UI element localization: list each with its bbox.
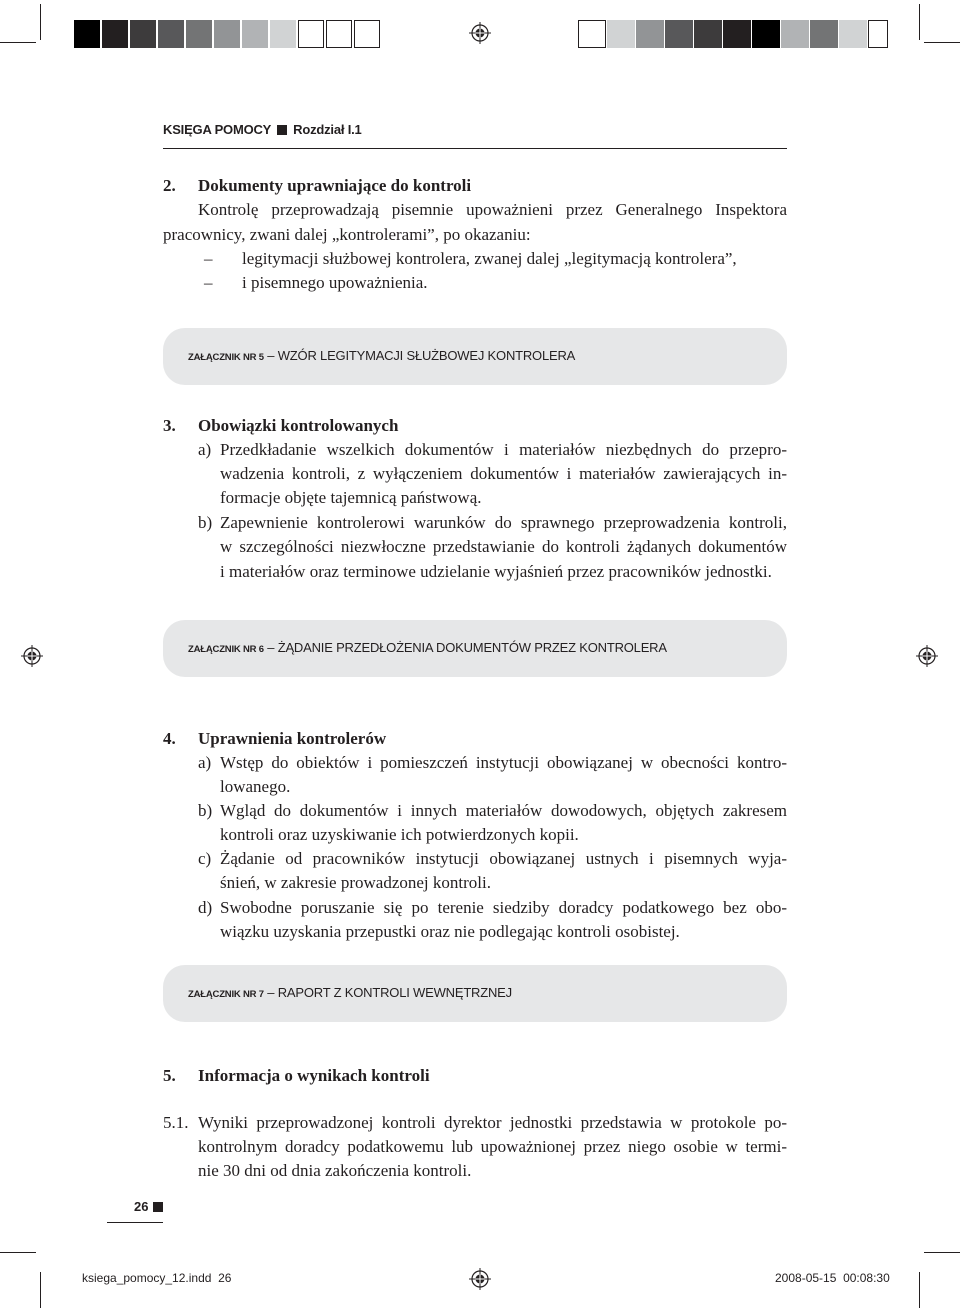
- square-bullet-icon: [153, 1202, 163, 1212]
- swatch: [578, 20, 606, 48]
- subsection-number: 5.1.: [163, 1113, 189, 1132]
- swatch: [665, 20, 693, 48]
- attachment-link[interactable]: [163, 965, 787, 1022]
- list-item: legitymacji służbowej kontrolera, zwanej dalej „legitymacją kontrolera”,: [242, 249, 737, 268]
- list-dash: –: [204, 249, 213, 268]
- slug-filename: ksiega_pomocy_12.indd: [82, 1271, 212, 1285]
- list-line: formacje objęte tajemnicą państwową.: [220, 488, 482, 507]
- section-number: 2.: [163, 176, 176, 195]
- swatch: [810, 20, 838, 48]
- swatch: [607, 20, 635, 48]
- crop-mark: [919, 4, 920, 40]
- list-line: Wgląd do dokumentów i innych materiałów dowodowych, objętych zakresem: [220, 801, 787, 820]
- swatch: [298, 20, 324, 48]
- swatch: [270, 20, 296, 48]
- swatch: [752, 20, 780, 48]
- slug-date: 2008-05-15: [775, 1271, 837, 1285]
- swatch: [354, 20, 380, 48]
- registration-mark-icon: [469, 1268, 491, 1290]
- list-dash: –: [204, 273, 213, 292]
- attachment-link[interactable]: [163, 328, 787, 385]
- registration-mark-icon: [469, 22, 491, 44]
- swatch: [74, 20, 100, 48]
- swatch: [694, 20, 722, 48]
- list-line: wiązku uzyskania przepustki oraz nie podlegając kontroli osobistej.: [220, 922, 680, 941]
- paragraph-line: kontrolnym doradcy podatkowemu lub upoważnionej przez niego osobie w termi-: [198, 1137, 787, 1156]
- section-number: 3.: [163, 416, 176, 435]
- list-line: Żądanie od pracowników instytucji obowiązanej ustnych i pisemnych wyja-: [220, 849, 787, 868]
- section-title: Dokumenty uprawniające do kontroli: [198, 176, 472, 195]
- crop-mark: [924, 1252, 960, 1253]
- swatch: [868, 20, 888, 48]
- slug-page: 26: [218, 1271, 232, 1285]
- swatch: [326, 20, 352, 48]
- attachment-number: ZAŁĄCZNIK NR 6: [188, 644, 264, 655]
- attachment-separator: –: [267, 640, 275, 655]
- attachment-label-row: [188, 640, 667, 655]
- list-line: Wstęp do obiektów i pomieszczeń instytucji obowiązanej w obecności kontro-: [220, 753, 787, 772]
- list-line: i materiałów oraz terminowe udzielanie wyjaśnień przez pracowników jednostki.: [220, 562, 772, 581]
- swatch: [158, 20, 184, 48]
- swatch: [723, 20, 751, 48]
- book-title: KSIĘGA POMOCY: [163, 122, 272, 137]
- slug-file: [82, 1271, 231, 1285]
- swatch: [102, 20, 128, 48]
- attachment-number: ZAŁĄCZNIK NR 5: [188, 352, 264, 363]
- list-line: lowanego.: [220, 777, 291, 796]
- list-item: i pisemnego upoważnienia.: [242, 273, 428, 292]
- attachment-label-row: [188, 985, 512, 1000]
- registration-mark-icon: [916, 645, 938, 667]
- attachment-label-row: [188, 348, 575, 363]
- swatch: [242, 20, 268, 48]
- attachment-link[interactable]: [163, 620, 787, 677]
- slug-timestamp: [775, 1271, 890, 1285]
- page-number-text: 26: [134, 1199, 149, 1214]
- list-line: śnień, w zakresie prowadzonej kontroli.: [220, 873, 491, 892]
- crop-mark: [40, 4, 41, 40]
- list-line: wadzenia kontroli, z wyłączeniem dokumentów i materiałów zawierających in-: [220, 464, 787, 483]
- list-marker: b): [198, 513, 213, 532]
- section-title: Informacja o wynikach kontroli: [198, 1066, 430, 1085]
- crop-mark: [924, 42, 960, 43]
- attachment-number: ZAŁĄCZNIK NR 7: [188, 989, 264, 1000]
- list-line: Zapewnienie kontrolerowi warunków do sprawnego przeprowadzenia kontroli,: [220, 513, 787, 532]
- crop-mark: [0, 1252, 36, 1253]
- swatch: [186, 20, 212, 48]
- swatch: [781, 20, 809, 48]
- swatch: [636, 20, 664, 48]
- crop-mark: [0, 42, 36, 43]
- attachment-title: RAPORT Z KONTROLI WEWNĘTRZNEJ: [277, 985, 512, 1000]
- paragraph-line: nie 30 dni od dnia zakończenia kontroli.: [198, 1161, 472, 1180]
- list-line: w szczególności niezwłoczne przedstawianie do kontroli żądanych dokumentów: [220, 537, 787, 556]
- section-title: Uprawnienia kontrolerów: [198, 729, 387, 748]
- swatch: [130, 20, 156, 48]
- page-number: [134, 1199, 169, 1214]
- attachment-title: ŻĄDANIE PRZEDŁOŻENIA DOKUMENTÓW PRZEZ KONTROLERA: [277, 640, 667, 655]
- swatch: [839, 20, 867, 48]
- swatch: [214, 20, 240, 48]
- paragraph-line: Wyniki przeprowadzonej kontroli dyrektor jednostki przedstawia w protokole po-: [198, 1113, 787, 1132]
- list-line: Przedkładanie wszelkich dokumentów i materiałów niezbędnych do przepro-: [220, 440, 787, 459]
- list-marker: c): [198, 849, 212, 868]
- header-rule: [163, 148, 787, 149]
- list-marker: b): [198, 801, 213, 820]
- paragraph-line: Kontrolę przeprowadzają pisemnie upoważnieni przez Generalnego Inspektora: [198, 200, 787, 219]
- slug-time: 00:08:30: [843, 1271, 890, 1285]
- list-line: Swobodne poruszanie się po terenie siedziby doradcy podatkowego bez obo-: [220, 898, 787, 917]
- running-header: [163, 122, 362, 137]
- crop-mark: [919, 1272, 920, 1308]
- registration-mark-icon: [21, 645, 43, 667]
- chapter-label: Rozdział I.1: [293, 122, 362, 137]
- list-marker: a): [198, 753, 212, 772]
- attachment-separator: –: [267, 985, 275, 1000]
- attachment-title: WZÓR LEGITYMACJI SŁUŻBOWEJ KONTROLERA: [277, 348, 576, 363]
- list-marker: d): [198, 898, 213, 917]
- attachment-separator: –: [267, 348, 275, 363]
- section-number: 4.: [163, 729, 176, 748]
- paragraph-line: pracownicy, zwani dalej „kontrolerami”, po okazaniu:: [163, 225, 531, 244]
- section-number: 5.: [163, 1066, 176, 1085]
- footer-rule: [107, 1222, 163, 1223]
- list-marker: a): [198, 440, 212, 459]
- section-title: Obowiązki kontrolowanych: [198, 416, 399, 435]
- square-bullet-icon: [277, 125, 287, 135]
- list-line: kontroli oraz uzyskiwanie ich potwierdzonych kopii.: [220, 825, 579, 844]
- crop-mark: [40, 1272, 41, 1308]
